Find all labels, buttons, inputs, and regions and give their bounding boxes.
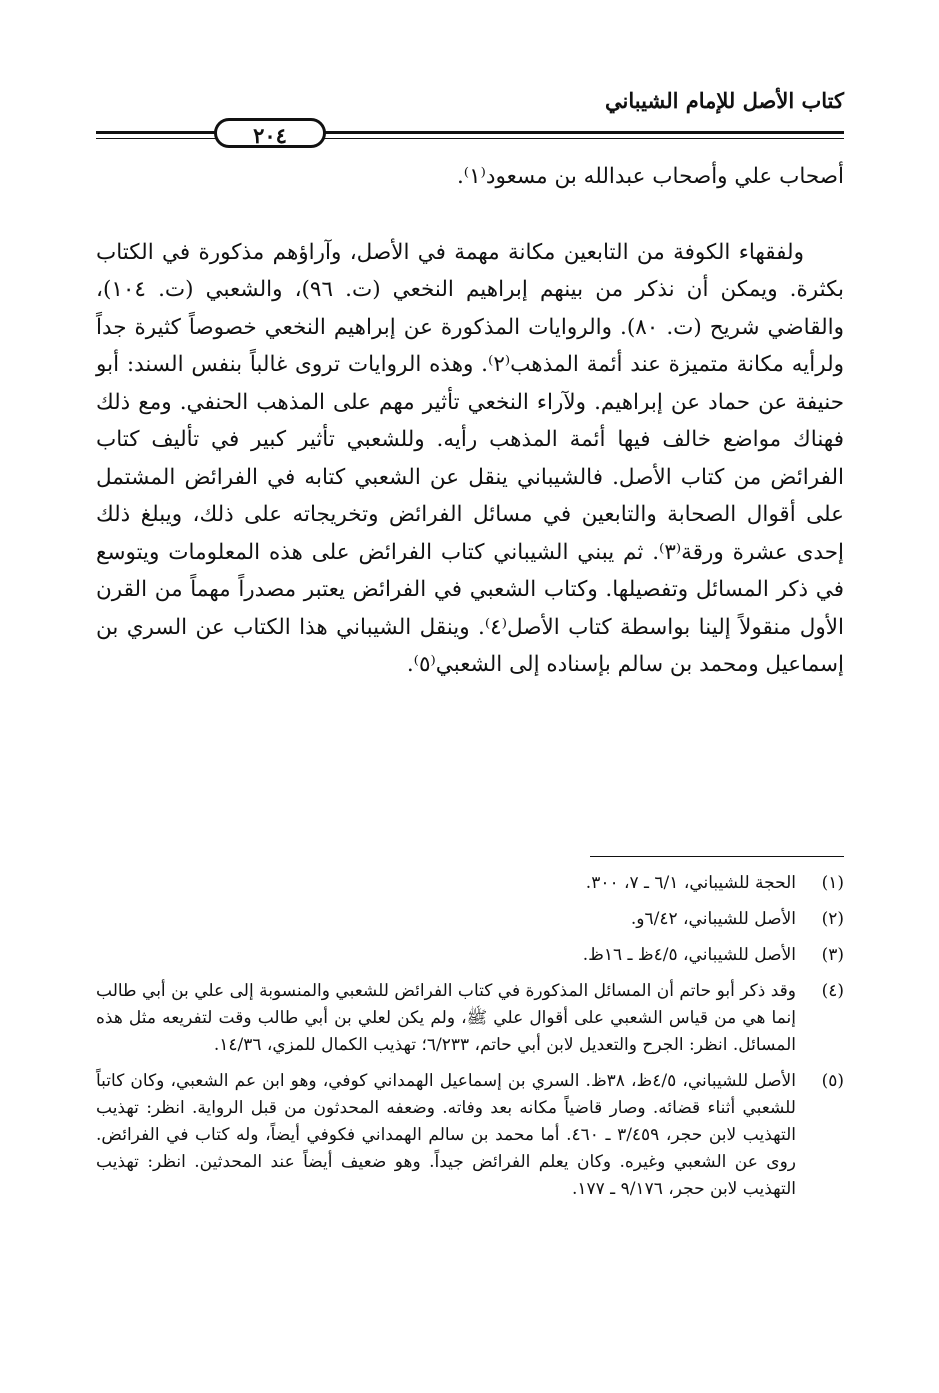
- footnote-2: [96, 906, 844, 933]
- footnote-text: الأصل للشيباني، ٤/٥ظ ـ ١٦ظ.: [582, 945, 796, 965]
- footnote-5: [96, 1068, 844, 1203]
- footnote-1: [96, 870, 844, 897]
- footnote-text: الأصل للشيباني، ٤/٥ظ، ٣٨ظ. السري بن إسماعيل الهمداني كوفي، وهو ابن عم الشعبي، وكان كاتباً للشعبي أثناء قضائه. وصار قاضياً مكانه بعد وفاته. وضعفه المحدثون من قبل الرواية. انظر: تهذيب التهذيب لابن حجر، ٣/٤٥٩ ـ ٤٦٠. أما محمد بن سالم الهمداني فكوفي أيضاً، وله كتاب في الفرائض. روى عن الشعبي وغيره. وكان يعلم الفرائض جيداً. وهو ضعيف أيضاً عند المحدثين. انظر: تهذيب التهذيب لابن حجر، ٩/١٧٦ ـ ١٧٧.: [96, 1071, 796, 1199]
- footnote-separator: [590, 856, 844, 857]
- footnote-number: (٣): [821, 945, 844, 965]
- footnote-3: [96, 942, 844, 969]
- footnote-text: الحجة للشيباني، ٦/١ ـ ٧، ٣٠٠.: [585, 873, 796, 893]
- footnote-number: (٢): [821, 909, 844, 929]
- main-text: [96, 158, 844, 684]
- footnotes: [96, 870, 844, 1212]
- footnote-4: [96, 978, 844, 1059]
- paragraph-2: ولفقهاء الكوفة من التابعين مكانة مهمة في الأصل، وآراؤهم مذكورة في الكتاب بكثرة. ويمكن أن نذكر من بينهم إبراهيم النخعي (ت. ٩٦)، والشعبي (ت. ١٠٤)، والقاضي شريح (ت. ٨٠). والروايات المذكورة عن إبراهيم النخعي خصوصاً كثيرة جداً ولرأيه مكانة متميزة عند أئمة المذهب⁽٢⁾. وهذه الروايات تروى غالباً بنفس السند: أبو حنيفة عن حماد عن إبراهيم. ولآراء النخعي تأثير مهم على المذهب الحنفي. ومع ذلك فهناك مواضع خالف فيها أئمة المذهب رأيه. وللشعبي تأثير كبير في تأليف كتاب الفرائض من كتاب الأصل. فالشيباني ينقل عن الشعبي كتابه في الفرائض المشتمل على أقوال الصحابة والتابعين في مسائل الفرائض وتخريجاته على ذلك، ويبلغ ذلك إحدى عشرة ورقة⁽٣⁾. ثم يبني الشيباني كتاب الفرائض على هذه المعلومات ويتوسع في ذكر المسائل وتفصيلها. وكتاب الشعبي في الفرائض يعتبر مصدراً مهماً من القرن الأول منقولاً إلينا بواسطة كتاب الأصل⁽٤⁾. وينقل الشيباني هذا الكتاب عن السري بن إسماعيل ومحمد بن سالم بإسناده إلى الشعبي⁽٥⁾.: [96, 239, 845, 677]
- footnote-number: (١): [821, 873, 844, 893]
- page-number: ٢٠٤: [214, 118, 326, 148]
- footnote-text: الأصل للشيباني، ٦/٤٢و.: [630, 909, 796, 929]
- paragraph-1: أصحاب علي وأصحاب عبدالله بن مسعود⁽١⁾.: [456, 164, 844, 189]
- header-rule-thin: [96, 138, 844, 139]
- running-head-title: كتاب الأصل للإمام الشيباني: [605, 88, 844, 113]
- footnote-number: (٤): [821, 981, 844, 1001]
- header-rule: [96, 131, 844, 134]
- footnote-number: (٥): [821, 1071, 844, 1091]
- page-header: [96, 82, 844, 152]
- footnote-text: وقد ذكر أبو حاتم أن المسائل المذكورة في كتاب الفرائض للشعبي والمنسوبة إلى علي بن أبي طالب إنما هي من قياس الشعبي على أقوال علي ﷺ، ولم يكن لعلي بن أبي طالب وقت لتفريعه مثل هذه المسائل. انظر: الجرح والتعديل لابن أبي حاتم، ٦/٢٣٣؛ تهذيب الكمال للمزي، ١٤/٣٦.: [96, 981, 796, 1055]
